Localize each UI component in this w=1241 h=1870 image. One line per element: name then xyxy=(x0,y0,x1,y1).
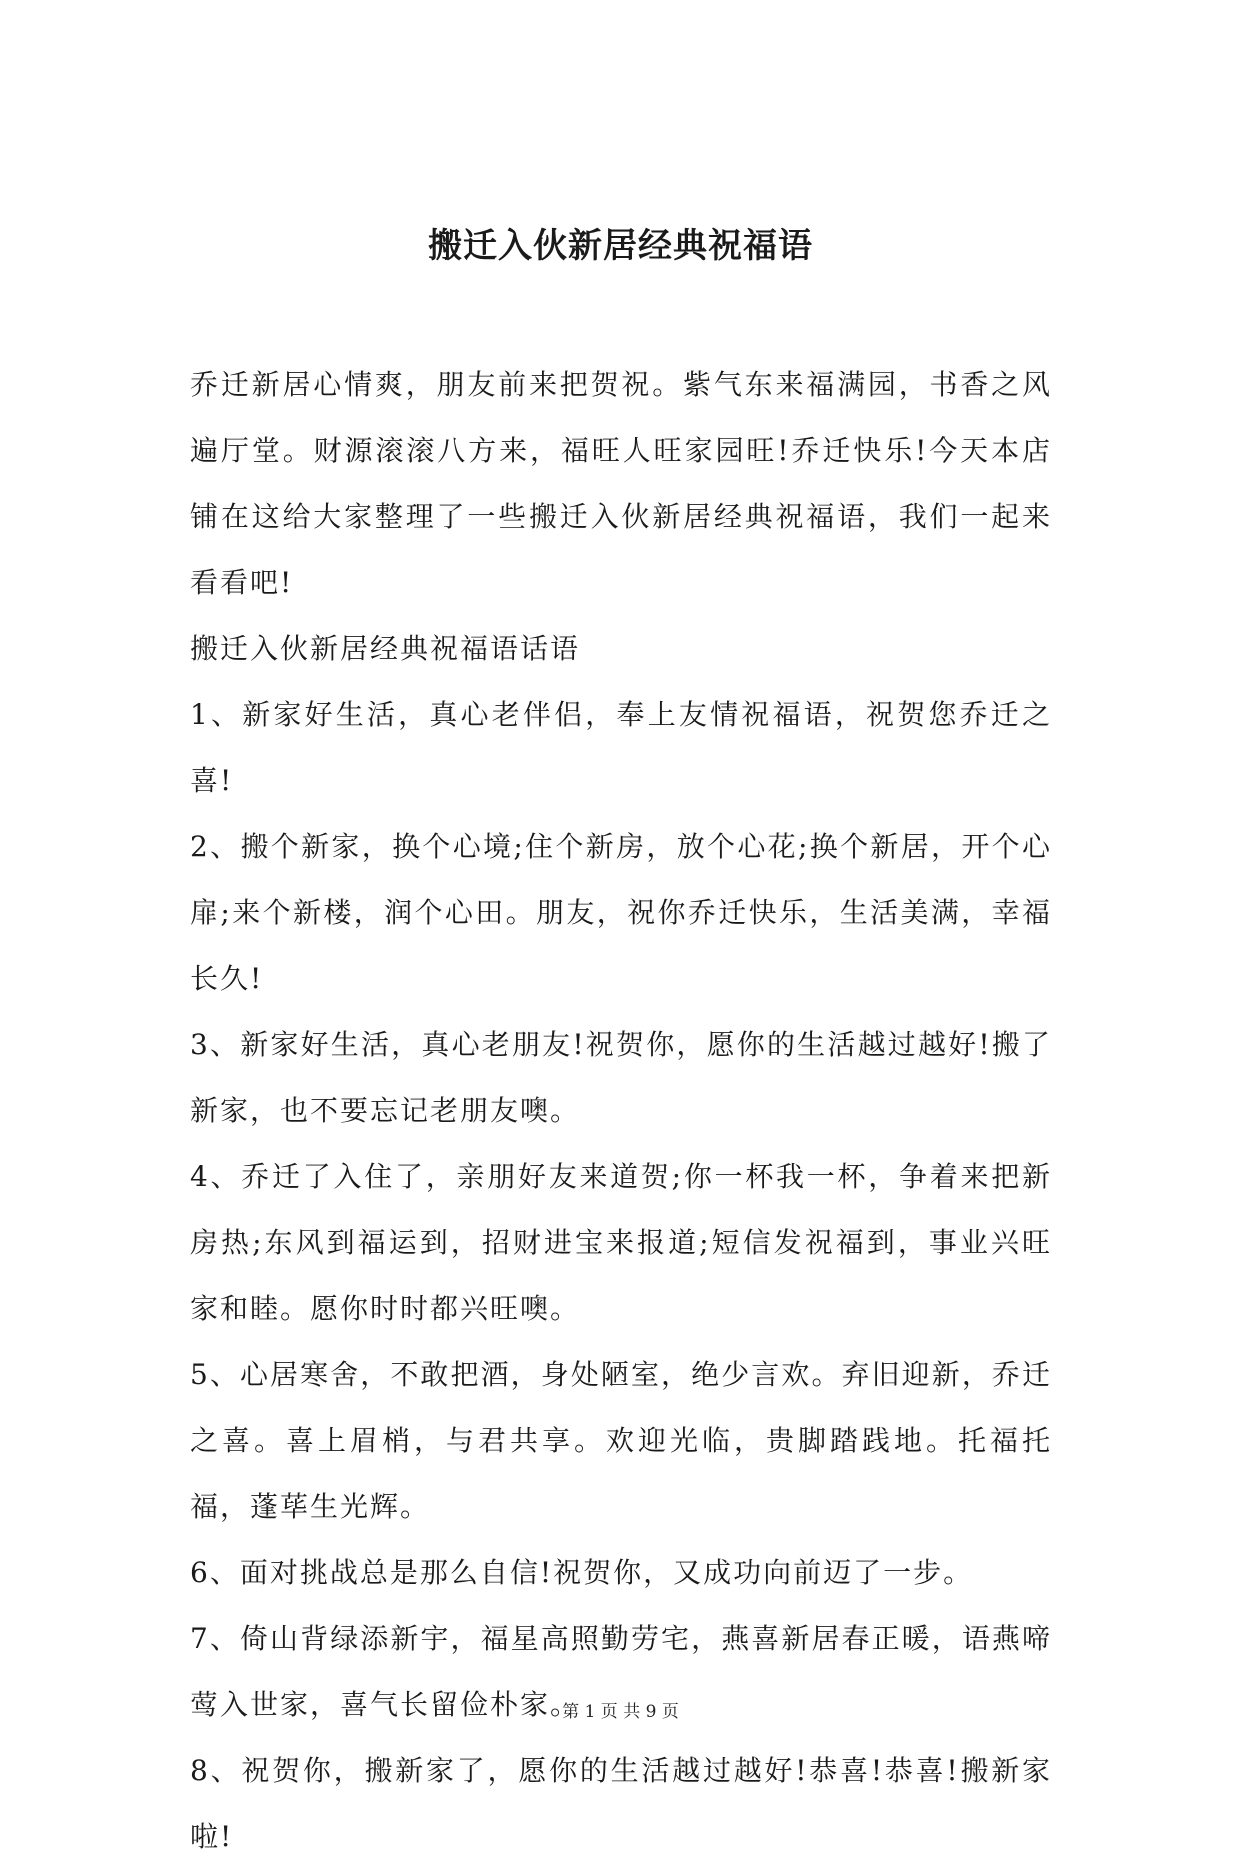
document-title: 搬迁入伙新居经典祝福语 xyxy=(428,226,813,266)
document-body xyxy=(190,352,1052,1870)
list-item-7: 7、倚山背绿添新宇，福星高照勤劳宅，燕喜新居春正暖，语燕啼莺入世家，喜气长留俭朴家。 xyxy=(190,1622,1052,1721)
list-item-2: 2、搬个新家，换个心境;住个新房，放个心花;换个新居，开个心扉;来个新楼，润个心田。朋友，祝你乔迁快乐，生活美满，幸福长久! xyxy=(190,830,1052,995)
list-item-5: 5、心居寒舍，不敢把酒，身处陋室，绝少言欢。弃旧迎新，乔迁之喜。喜上眉梢，与君共享。欢迎光临，贵脚踏践地。托福托福，蓬荜生光辉。 xyxy=(190,1358,1052,1523)
list-item-6: 6、面对挑战总是那么自信!祝贺你，又成功向前迈了一步。 xyxy=(190,1556,974,1589)
paragraph-intro: 乔迁新居心情爽，朋友前来把贺祝。紫气东来福满园，书香之风遍厅堂。财源滚滚八方来，福旺人旺家园旺!乔迁快乐!今天本店铺在这给大家整理了一些搬迁入伙新居经典祝福语，我们一起来看看吧! xyxy=(190,368,1052,599)
page-footer: 第 1 页 共 9 页 xyxy=(562,1702,679,1722)
paragraph-subheading: 搬迁入伙新居经典祝福语话语 xyxy=(190,632,581,665)
list-item-8: 8、祝贺你，搬新家了，愿你的生活越过越好!恭喜!恭喜!搬新家啦! xyxy=(190,1754,1052,1853)
list-item-1: 1、新家好生活，真心老伴侣，奉上友情祝福语，祝贺您乔迁之喜! xyxy=(190,698,1052,797)
list-item-3: 3、新家好生活，真心老朋友!祝贺你，愿你的生活越过越好!搬了新家，也不要忘记老朋友噢。 xyxy=(190,1028,1052,1127)
list-item-4: 4、乔迁了入住了，亲朋好友来道贺;你一杯我一杯，争着来把新房热;东风到福运到，招财进宝来报道;短信发祝福到，事业兴旺家和睦。愿你时时都兴旺噢。 xyxy=(190,1160,1052,1325)
